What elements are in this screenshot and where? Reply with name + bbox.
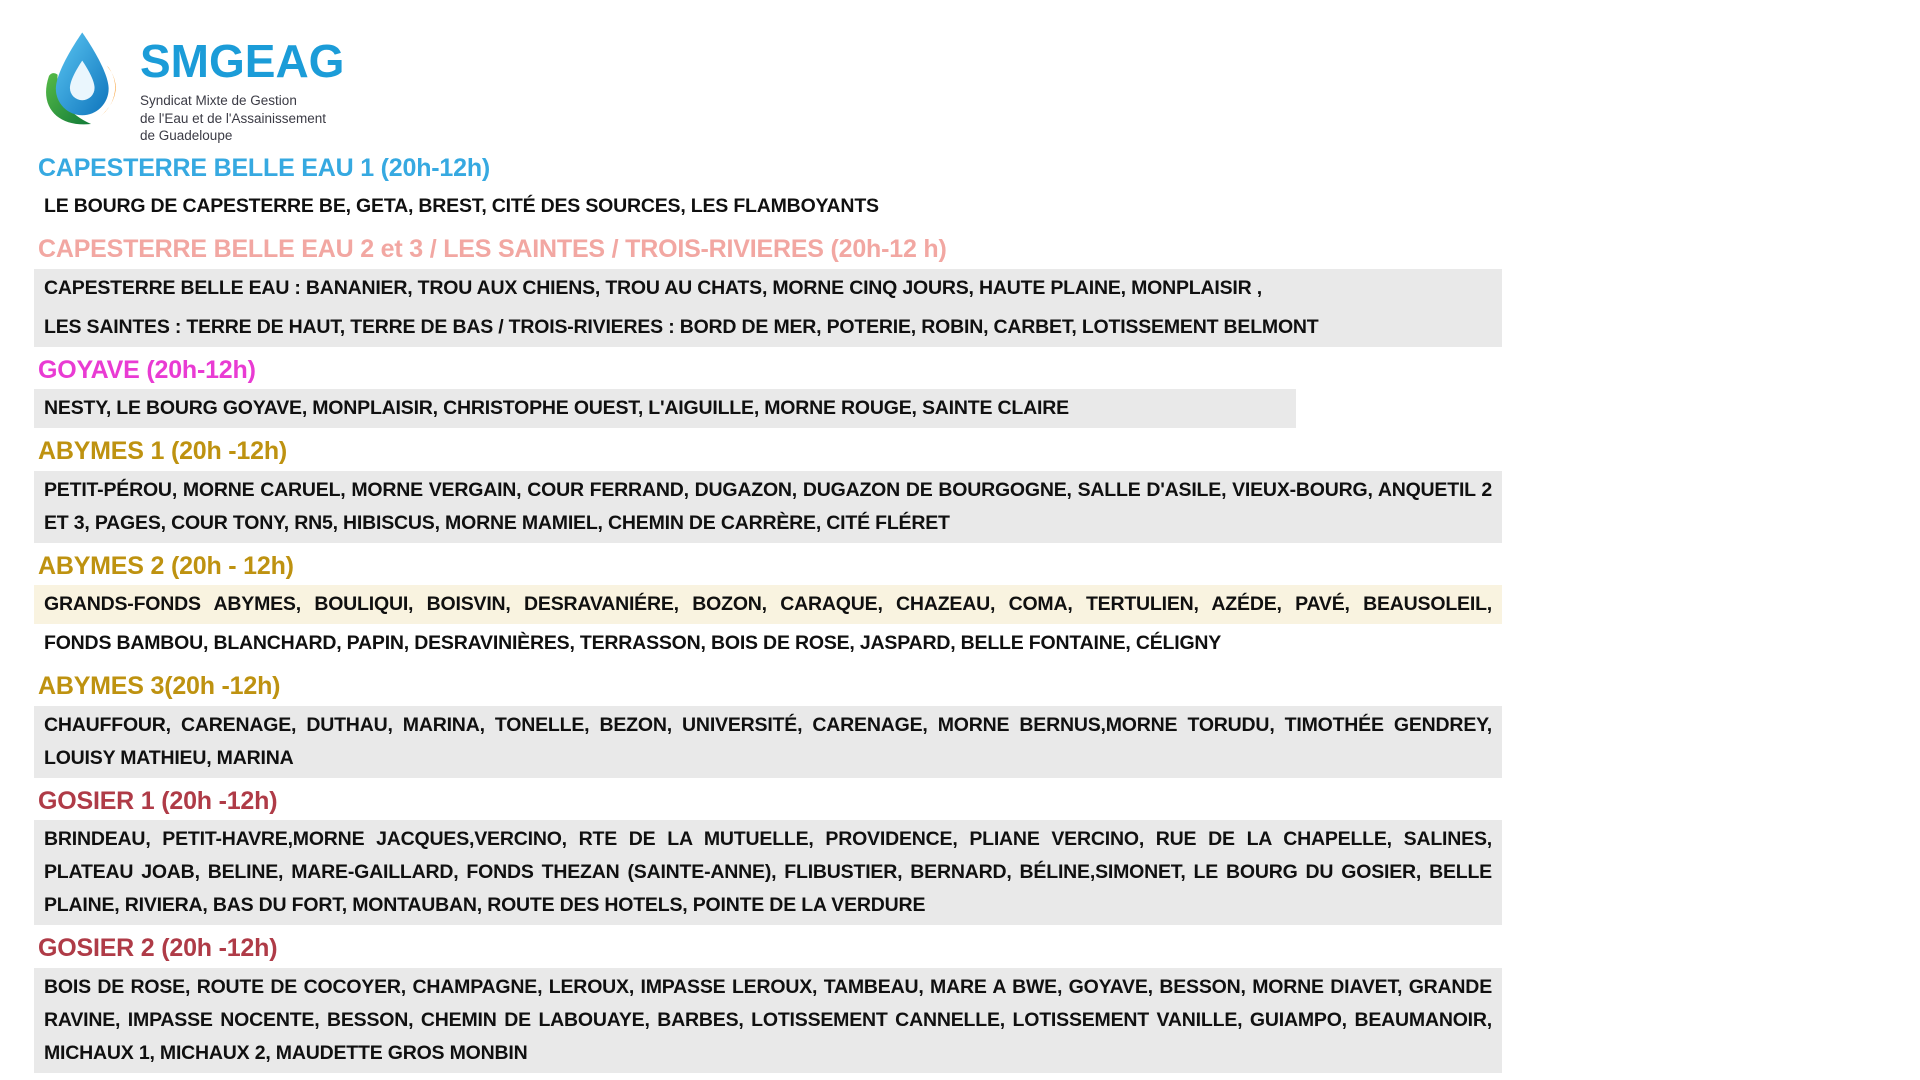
areas-line: PETIT-PÉROU, MORNE CARUEL, MORNE VERGAIN, COUR FERRAND, DUGAZON, DUGAZON DE BOURGOGNE, SALLE D'ASILE, VIEUX-BOURG, ANQUETIL 2 ET 3, PAGES, COUR TONY, RN5, HIBISCUS, MORNE MAMIEL, CHEMIN DE CARRÈRE, CITÉ FLÉRET (34, 471, 1502, 543)
section-capesterre-1 (34, 155, 1892, 227)
section-title-capesterre-1: CAPESTERRE BELLE EAU 1 (20h-12h) (38, 153, 491, 182)
logo (40, 28, 1892, 145)
section-abymes-1 (34, 438, 1892, 543)
section-gosier-1 (34, 788, 1892, 926)
section-title-capesterre-2-3: CAPESTERRE BELLE EAU 2 et 3 / LES SAINTES / TROIS-RIVIERES (20h-12 h) (38, 235, 947, 264)
areas-line: CAPESTERRE BELLE EAU : BANANIER, TROU AUX CHIENS, TROU AU CHATS, MORNE CINQ JOURS, HAUTE PLAINE, MONPLAISIR , (34, 269, 1502, 308)
areas-line: BRINDEAU, PETIT-HAVRE,MORNE JACQUES,VERCINO, RTE DE LA MUTUELLE, PROVIDENCE, PLIANE VERCINO, RUE DE LA CHAPELLE, SALINES, PLATEAU JOAB, BELINE, MARE-GAILLARD, FONDS THEZAN (SAINTE-ANNE), FLIBUSTIER, BERNARD, BÉLINE,SIMONET, LE BOURG DU GOSIER, BELLE PLAINE, RIVIERA, BAS DU FORT, MONTAUBAN, ROUTE DES HOTELS, POINTE DE LA VERDURE (34, 820, 1502, 925)
water-drop-icon (40, 28, 128, 132)
logo-tagline (140, 92, 344, 145)
section-title-gosier-2: GOSIER 2 (20h -12h) (38, 934, 278, 963)
areas-line: FONDS BAMBOU, BLANCHARD, PAPIN, DESRAVINIÈRES, TERRASSON, BOIS DE ROSE, JASPARD, BELLE FONTAINE, CÉLIGNY (44, 632, 1222, 655)
areas-line: LES SAINTES : TERRE DE HAUT, TERRE DE BAS / TROIS-RIVIERES : BORD DE MER, POTERIE, ROBIN, CARBET, LOTISSEMENT BELMONT (34, 308, 1502, 347)
logo-text (140, 28, 344, 145)
section-areas-gosier-2 (34, 968, 1892, 1073)
areas-line: LE BOURG DE CAPESTERRE BE, GETA, BREST, CITÉ DES SOURCES, LES FLAMBOYANTS (44, 195, 879, 218)
section-abymes-2 (34, 553, 1892, 664)
areas-line: BOIS DE ROSE, ROUTE DE COCOYER, CHAMPAGNE, LEROUX, IMPASSE LEROUX, TAMBEAU, MARE A BWE, GOYAVE, BESSON, MORNE DIAVET, GRANDE RAVINE, IMPASSE NOCENTE, BESSON, CHEMIN DE LABOUAYE, BARBES, LOTISSEMENT CANNELLE, LOTISSEMENT VANILLE, GUIAMPO, BEAUMANOIR, MICHAUX 1, MICHAUX 2, MAUDETTE GROS MONBIN (34, 968, 1502, 1073)
section-title-abymes-1: ABYMES 1 (20h -12h) (38, 437, 288, 466)
section-abymes-3 (34, 673, 1892, 778)
section-goyave (34, 357, 1892, 429)
section-title-abymes-3: ABYMES 3(20h -12h) (38, 672, 281, 701)
section-capesterre-2-3 (34, 236, 1892, 347)
areas-line: GRANDS-FONDS ABYMES, BOULIQUI, BOISVIN, DESRAVANIÉRE, BOZON, CARAQUE, CHAZEAU, COMA, TERTULIEN, AZÉDE, PAVÉ, BEAUSOLEIL, (34, 585, 1502, 624)
section-gosier-2 (34, 935, 1892, 1073)
section-areas-gosier-1 (34, 820, 1892, 925)
section-areas-goyave (34, 389, 1892, 428)
brand-name: SMGEAG (140, 35, 345, 87)
section-areas-capesterre-2-3 (34, 269, 1892, 347)
section-title-goyave: GOYAVE (20h-12h) (38, 355, 256, 384)
section-areas-abymes-1 (34, 471, 1892, 543)
tagline-line3: de Guadeloupe (140, 128, 233, 144)
section-areas-abymes-2 (34, 585, 1892, 663)
sections-list (34, 155, 1892, 1073)
section-areas-capesterre-1 (34, 187, 1892, 226)
section-title-gosier-1: GOSIER 1 (20h -12h) (38, 786, 278, 815)
areas-line: CHAUFFOUR, CARENAGE, DUTHAU, MARINA, TONELLE, BEZON, UNIVERSITÉ, CARENAGE, MORNE BERNUS,MORNE TORUDU, TIMOTHÉE GENDREY, LOUISY MATHIEU, MARINA (34, 706, 1502, 778)
tagline-line1: Syndicat Mixte de Gestion (140, 93, 297, 108)
section-title-abymes-2: ABYMES 2 (20h - 12h) (38, 551, 294, 580)
section-areas-abymes-3 (34, 706, 1892, 778)
areas-line: NESTY, LE BOURG GOYAVE, MONPLAISIR, CHRISTOPHE OUEST, L'AIGUILLE, MORNE ROUGE, SAINTE CLAIRE (34, 389, 1296, 428)
tagline-line2: de l'Eau et de l'Assainissement (140, 110, 327, 126)
